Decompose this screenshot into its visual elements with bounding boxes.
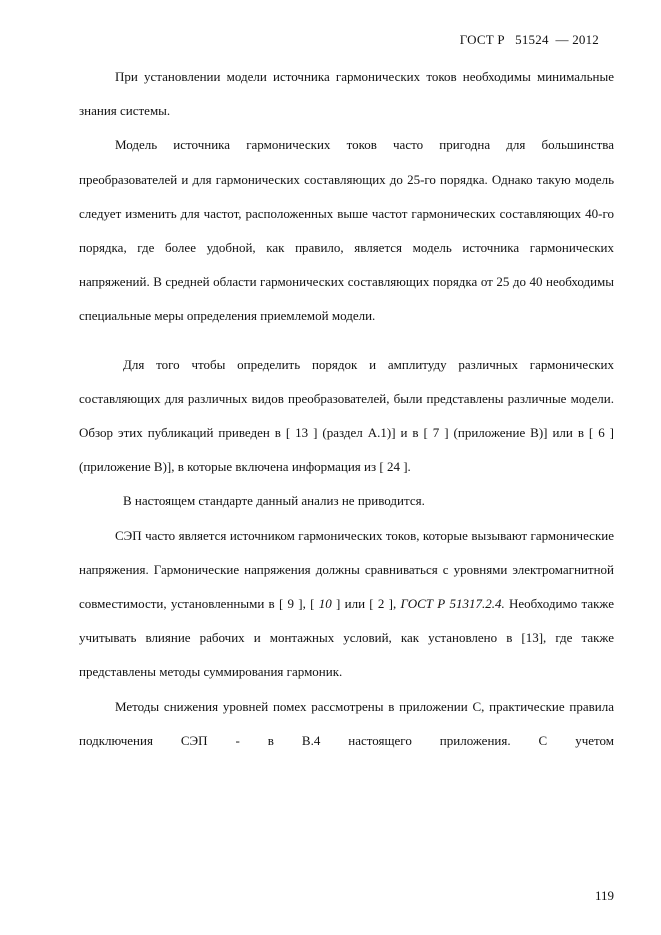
paragraph-current-source-model: Модель источника гармонических токов часто пригодна для большинства преобразователей и для гармонических составляющих до 25-го порядка. Однако такую модель следует изменить для частот, расположенных выше частот гармонических составляющих 40-го порядка, где более удобной, как правило, является модель источника гармонических напряжений. В средней области гармонических составляющих порядка от 25 до 40 необходимы специальные меры определения приемлемой модели.	[79, 137, 614, 324]
reference-10-italic: 10	[318, 596, 332, 612]
standard-header: ГОСТ Р 51524 — 2012	[459, 32, 599, 47]
gost-reference-italic: ГОСТ Р 51317.2.4.	[400, 596, 505, 612]
paragraph-harmonic-current-model-intro: При установлении модели источника гармонических токов необходимы минимальные знания системы.	[79, 69, 614, 119]
document-body	[79, 60, 614, 758]
paragraph-gap	[79, 334, 614, 348]
paragraph-text-end: Необходимо также учитывать влияние рабочих и монтажных условий, как установлено в [13], где также представлены методы суммирования гармоник.	[79, 596, 614, 680]
paragraph-interference-reduction: Методы снижения уровней помех рассмотрены в приложении С, практические правила подключения СЭП - в В.4 настоящего приложения. С учетом	[79, 698, 614, 748]
paragraph-analysis-not-given: В настоящем стандарте данный анализ не приводится.	[123, 493, 425, 509]
paragraph-sep-harmonic-source	[79, 519, 614, 690]
paragraph-text-middle: ] или [ 2 ],	[331, 596, 401, 612]
paragraph-models-overview: Для того чтобы определить порядок и амплитуду различных гармонических составляющих для различных видов преобразователей, были представлены различные модели. Обзор этих публикаций приведен в [ 13 ] (раздел А.1)] и в [ 7 ] (приложение В)] или в [ 6 ] (приложение В)], в которые включена информация из [ 24 ].	[79, 356, 614, 475]
page-number: 119	[594, 888, 614, 903]
paragraph-text-start: СЭП часто является источником гармонических токов, которые вызывают гармонические напряжения. Гармонические напряжения должны сравниваться с уровнями электромагнитной совместимости, установленными в [ 9 ], [	[79, 527, 614, 612]
